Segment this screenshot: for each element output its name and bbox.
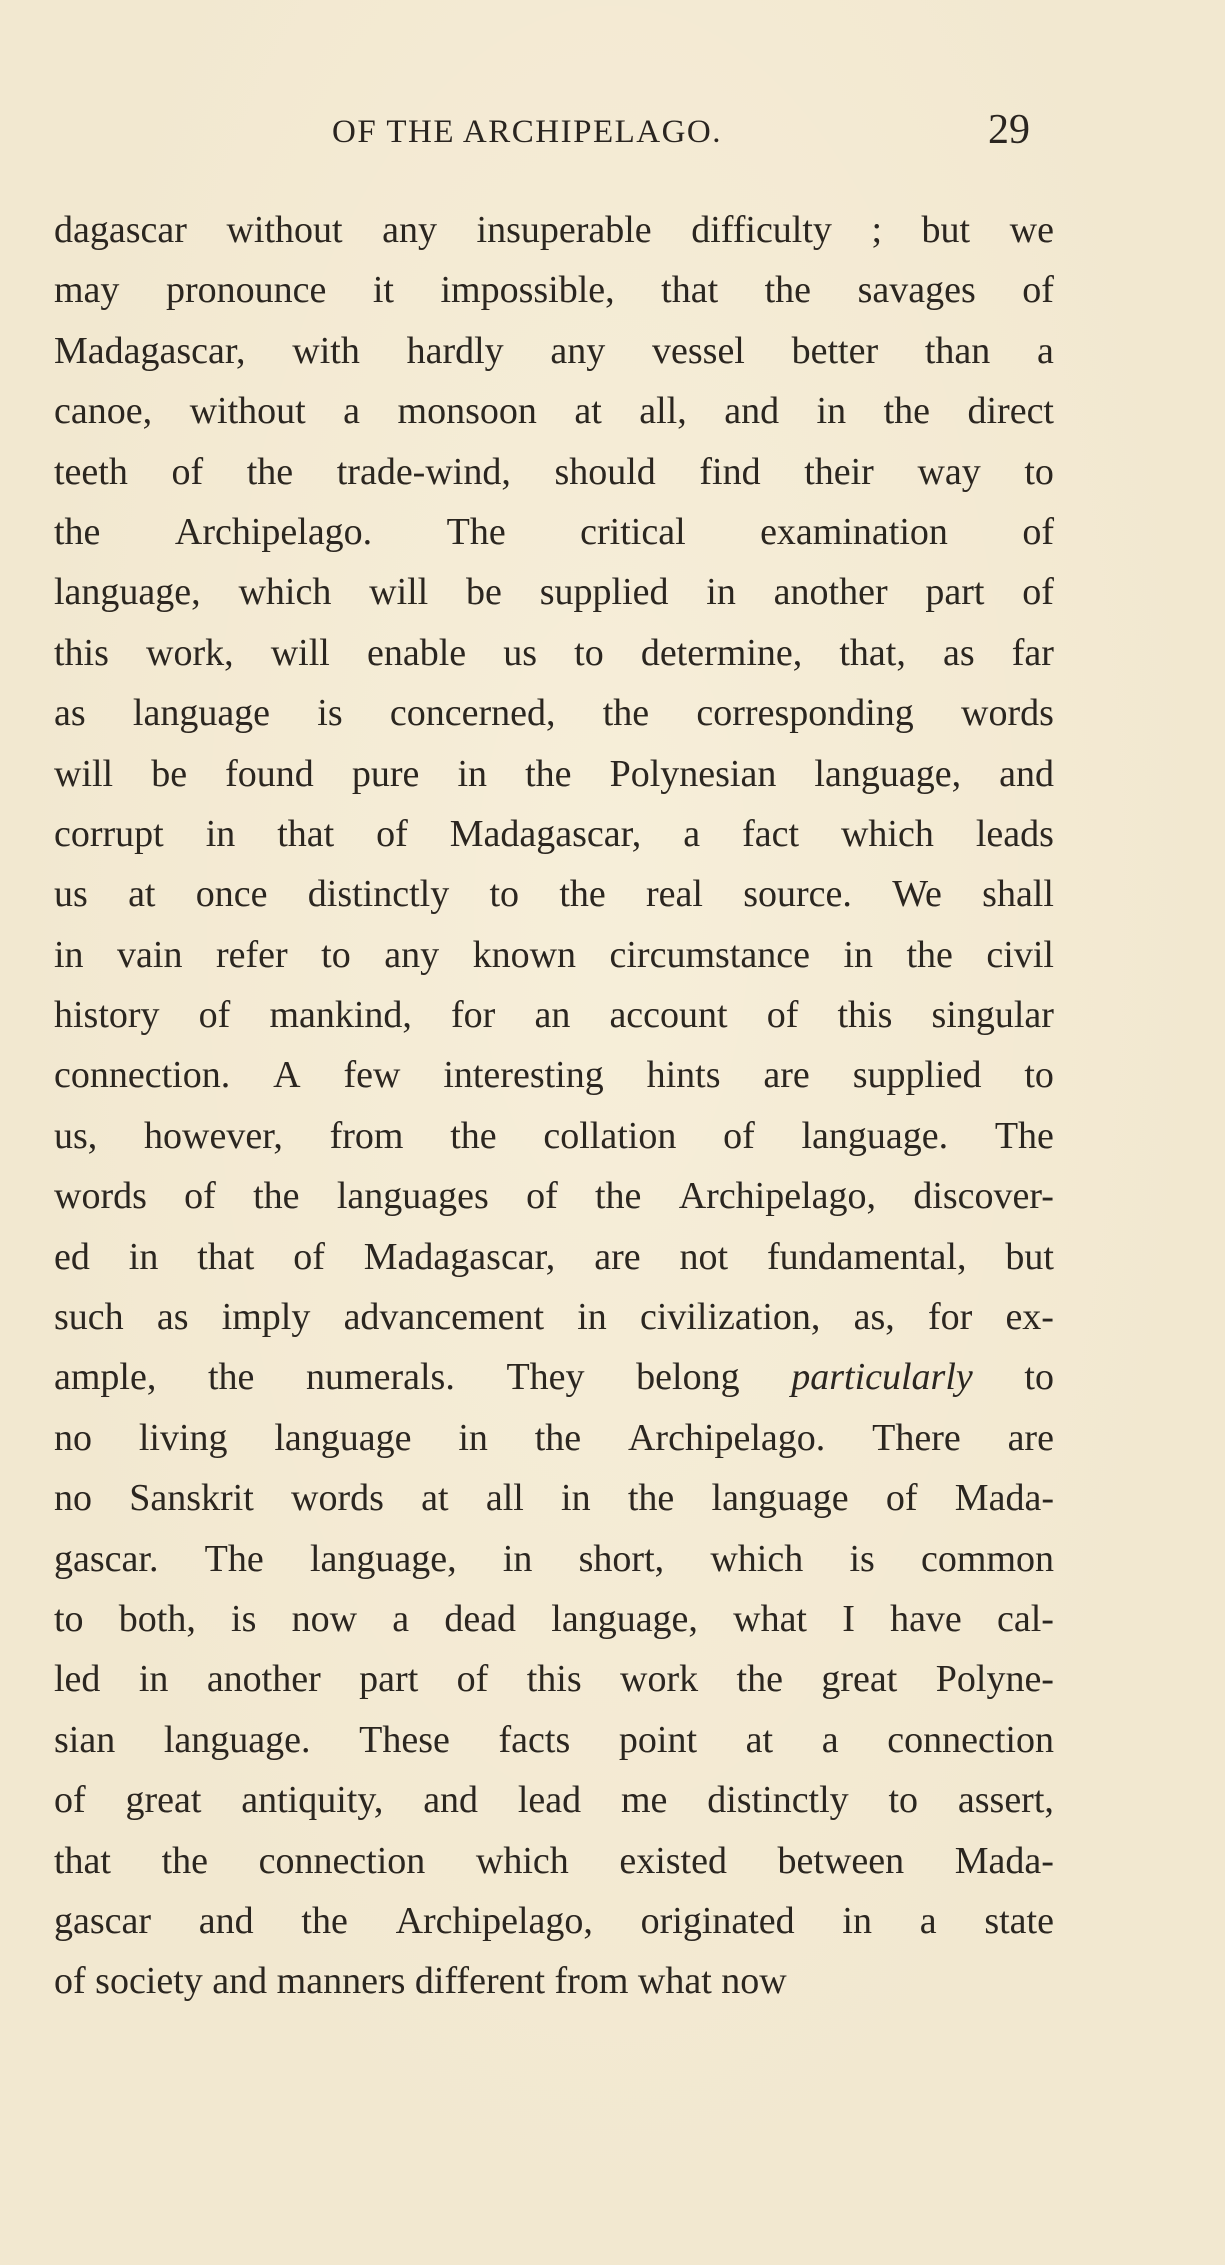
text-line: connection. A few interesting hints are supplied to (54, 1054, 1054, 1097)
text-line: to both, is now a dead language, what I have cal- (54, 1597, 1054, 1640)
text-line: this work, will enable us to determine, that, as far (54, 631, 1054, 674)
text-line: that the connection which existed between Mada- (54, 1839, 1054, 1882)
running-title: OF THE ARCHIPELAGO. (332, 114, 723, 150)
text-line: may pronounce it impossible, that the savages of (54, 269, 1054, 312)
text-line: us at once distinctly to the real source. We shall (54, 873, 1054, 916)
text-line: of great antiquity, and lead me distinctly to assert, (54, 1779, 1054, 1822)
text-line: gascar. The language, in short, which is common (54, 1537, 1054, 1580)
text-line: led in another part of this work the great Polyne- (54, 1658, 1054, 1701)
text-line: language, which will be supplied in another part of (54, 571, 1054, 614)
text-line: words of the languages of the Archipelago, discover- (54, 1175, 1054, 1218)
text-line: Madagascar, with hardly any vessel better than a (54, 329, 1054, 372)
text-line: ed in that of Madagascar, are not fundamental, but (54, 1235, 1054, 1278)
text-line: teeth of the trade-wind, should find their way to (54, 450, 1054, 493)
running-head (54, 107, 1054, 162)
text-line: history of mankind, for an account of this singular (54, 994, 1054, 1037)
body-text (54, 200, 1054, 2012)
text-line: in vain refer to any known circumstance in the civil (54, 933, 1054, 976)
text-line: no living language in the Archipelago. There are (54, 1416, 1054, 1459)
text-line: canoe, without a monsoon at all, and in the direct (54, 390, 1054, 433)
text-line: of society and manners different from what now (54, 1960, 787, 2003)
text-line: the Archipelago. The critical examination of (54, 510, 1054, 553)
text-line: gascar and the Archipelago, originated in a state (54, 1899, 1054, 1942)
text-line: dagascar without any insuperable difficulty ; but we (54, 209, 1054, 251)
text-line: no Sanskrit words at all in the language of Mada- (54, 1477, 1054, 1520)
text-line: ample, the numerals. They belong particularly to (54, 1356, 1054, 1399)
text-line: will be found pure in the Polynesian language, and (54, 752, 1054, 795)
text-line: us, however, from the collation of language. The (54, 1114, 1054, 1157)
text-line: such as imply advancement in civilization, as, for ex- (54, 1296, 1054, 1339)
text-line: as language is concerned, the corresponding words (54, 692, 1054, 735)
page-number: 29 (988, 107, 1030, 153)
text-line: sian language. These facts point at a connection (54, 1718, 1054, 1761)
text-line: corrupt in that of Madagascar, a fact which leads (54, 812, 1054, 855)
